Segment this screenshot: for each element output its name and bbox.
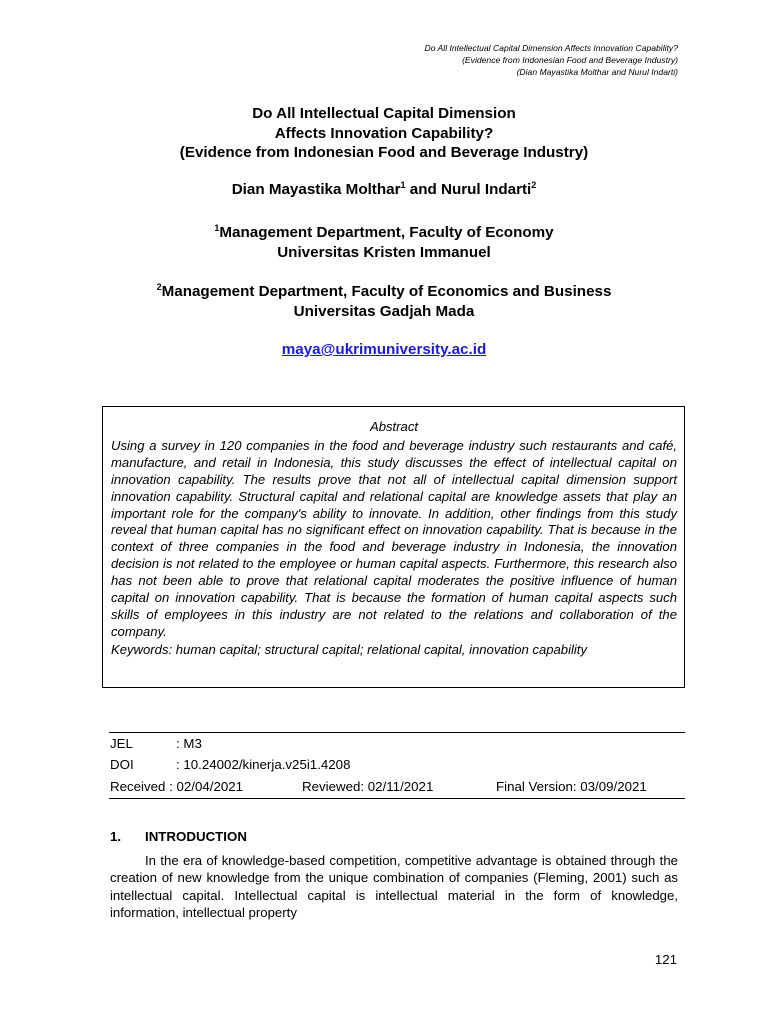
article-meta: [109, 732, 685, 799]
doi-value: : 10.24002/kinerja.v25i1.4208: [176, 757, 351, 772]
author-joiner: and: [405, 181, 441, 198]
affiliation-1-sup: 1: [214, 223, 220, 233]
affiliation-2-sup: 2: [156, 282, 162, 292]
jel-value: : M3: [176, 736, 202, 751]
running-head-line-3: (Dian Mayastika Molthar and Nurul Indarti): [516, 67, 678, 77]
author-email-link[interactable]: maya@ukrimuniversity.ac.id: [281, 341, 487, 358]
introduction-paragraph: In the era of knowledge-based competition, competitive advantage is obtained through the creation of new knowledge from the unique combination of companies (Fleming, 2001) such as intellectual capital. Intellectual capital is intellectual material in the form of knowledge, information, intellectual property: [110, 853, 678, 921]
email-block: [90, 340, 678, 360]
reviewed-date: Reviewed: 02/11/2021: [302, 779, 434, 794]
affiliation-1: [90, 223, 678, 263]
running-head-line-2: (Evidence from Indonesian Food and Beverage Industry): [462, 55, 678, 65]
dates-row: [109, 775, 685, 798]
running-head-line-1: Do All Intellectual Capital Dimension Affects Innovation Capability?: [424, 43, 678, 53]
author-2-name: Nurul Indarti: [440, 181, 532, 198]
affiliation-2-department: Management Department, Faculty of Economics and Business: [161, 283, 612, 300]
paper-title: [90, 104, 678, 163]
affiliation-1-university: Universitas Kristen Immanuel: [277, 244, 491, 261]
author-2-sup: 2: [531, 180, 537, 190]
final-version-date: Final Version: 03/09/2021: [496, 779, 647, 794]
affiliation-1-department: Management Department, Faculty of Economy: [219, 224, 554, 241]
meta-bottom-rule: [109, 798, 685, 799]
running-head: [425, 42, 679, 78]
title-line-1: Do All Intellectual Capital Dimension: [252, 105, 516, 122]
affiliation-2-university: Universitas Gadjah Mada: [293, 303, 475, 320]
doi-label: DOI: [110, 757, 134, 772]
author-line: [90, 180, 678, 200]
section-number: 1.: [110, 829, 122, 844]
doi-row: [109, 754, 685, 775]
title-line-2: Affects Innovation Capability?: [274, 124, 494, 142]
page-number: 121: [654, 952, 677, 967]
jel-label: JEL: [110, 736, 133, 751]
jel-row: [109, 733, 685, 754]
abstract-box: [102, 406, 685, 688]
title-line-3: (Evidence from Indonesian Food and Beverage Industry): [179, 144, 589, 161]
affiliation-2: [90, 282, 678, 322]
author-1-sup: 1: [400, 180, 406, 190]
received-date: Received : 02/04/2021: [110, 779, 244, 794]
abstract-heading: Abstract: [369, 419, 419, 434]
author-1-name: Dian Mayastika Molthar: [231, 181, 401, 198]
keywords: Keywords: human capital; structural capital; relational capital, innovation capability: [111, 641, 587, 657]
section-title: INTRODUCTION: [145, 829, 247, 844]
abstract-text: Using a survey in 120 companies in the food and beverage industry such restaurants and café, manufacture, and retail in Indonesia, this study discusses the effect of intellectual capital on innovation capability. The results prove that not all of intellectual capital dimension support innovation capability. Structural capital and relational capital are knowledge assets that play an important role for the company's ability to innovate. In addition, other findings from this study reveal that human capital has no significant effect on innovation capability. That is because in the context of three companies in the food and beverage industry in Indonesia, the innovation decision is not related to the employee or human capital aspects. Furthermore, this research also has not been able to prove that relational capital moderates the positive influence of human capital on innovation capability. That is because the formation of human capital aspects such skills of employees in this industry are not related to the relations and collaboration of the company.: [111, 437, 677, 639]
section-heading-introduction: [110, 829, 247, 844]
